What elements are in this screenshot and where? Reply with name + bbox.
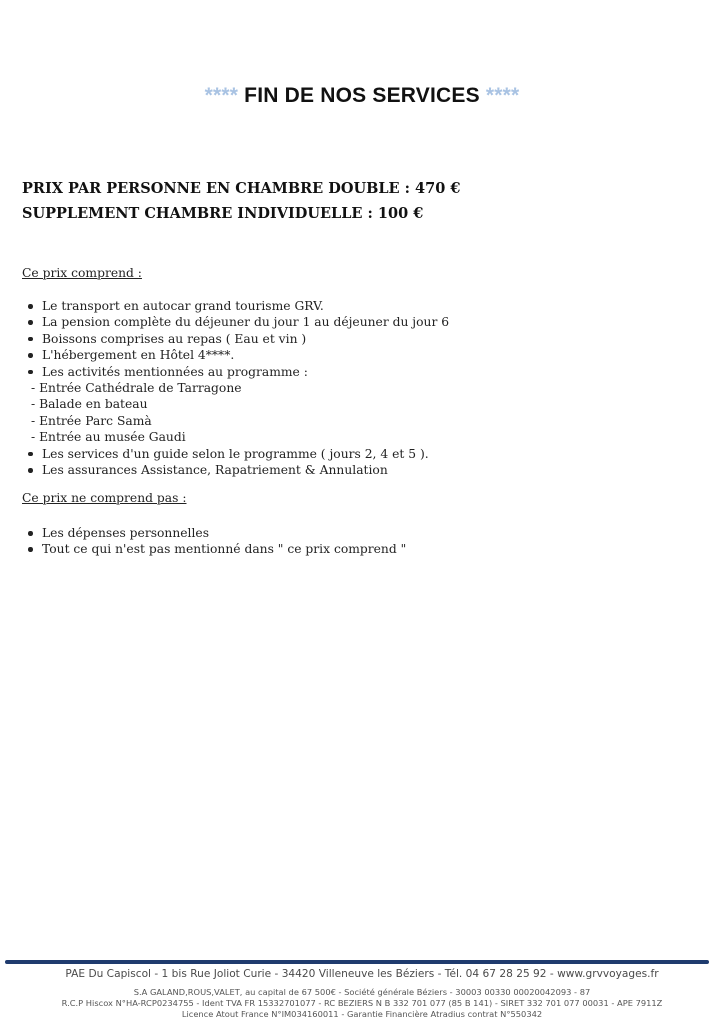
list-item: Le transport en autocar grand tourisme GRV. bbox=[22, 298, 702, 314]
list-item: Les assurances Assistance, Rapatriement & Annulation bbox=[22, 462, 702, 478]
title-stars-right: **** bbox=[485, 84, 520, 107]
not-included-list bbox=[22, 525, 702, 558]
footer-licence: Licence Atout France N°IM034160011 - Garantie Financière Atradius contrat N°550342 bbox=[181, 1009, 543, 1019]
not-included-heading: Ce prix ne comprend pas : bbox=[22, 491, 187, 505]
list-item: Les services d'un guide selon le programme ( jours 2, 4 et 5 ). bbox=[22, 446, 702, 462]
list-item: Boissons comprises au repas ( Eau et vin ) bbox=[22, 331, 702, 347]
included-list bbox=[22, 298, 702, 478]
footer-company: S.A GALAND,ROUS,VALET, au capital de 67 500€ - Société générale Béziers - 30003 00330 00020042093 - 87 bbox=[133, 987, 591, 997]
footer-address: PAE Du Capiscol - 1 bis Rue Joliot Curie - 34420 Villeneuve les Béziers - Tél. 04 67 28 25 92 - www.grvvoyages.fr bbox=[65, 968, 659, 980]
title-text: FIN DE NOS SERVICES bbox=[244, 84, 480, 107]
title-stars-left: **** bbox=[204, 84, 239, 107]
price-double-room: PRIX PAR PERSONNE EN CHAMBRE DOUBLE : 470 € bbox=[22, 180, 461, 197]
list-item: L'hébergement en Hôtel 4****. bbox=[22, 347, 702, 363]
footer-divider bbox=[5, 960, 709, 964]
list-item: Les activités mentionnées au programme : bbox=[22, 364, 702, 380]
list-subitem: - Entrée Cathédrale de Tarragone bbox=[31, 381, 242, 396]
list-subitem: - Entrée Parc Samà bbox=[31, 413, 152, 428]
list-item: Les dépenses personnelles bbox=[22, 525, 702, 541]
included-heading: Ce prix comprend : bbox=[22, 266, 142, 280]
page-title bbox=[0, 84, 724, 108]
price-block bbox=[22, 176, 702, 226]
list-item: La pension complète du déjeuner du jour 1 au déjeuner du jour 6 bbox=[22, 314, 702, 330]
list-subitem: - Balade en bateau bbox=[31, 397, 148, 412]
list-subitem: - Entrée au musée Gaudi bbox=[31, 430, 186, 445]
footer-registration: R.C.P Hiscox N°HA-RCP0234755 - Ident TVA FR 15332701077 - RC BEZIERS N B 332 701 077 (85 B 141) - SIRET 332 701 077 00031 - APE 7911Z bbox=[61, 998, 663, 1008]
list-item: Tout ce qui n'est pas mentionné dans " ce prix comprend " bbox=[22, 541, 702, 557]
price-single-supplement: SUPPLEMENT CHAMBRE INDIVIDUELLE : 100 € bbox=[22, 205, 424, 222]
